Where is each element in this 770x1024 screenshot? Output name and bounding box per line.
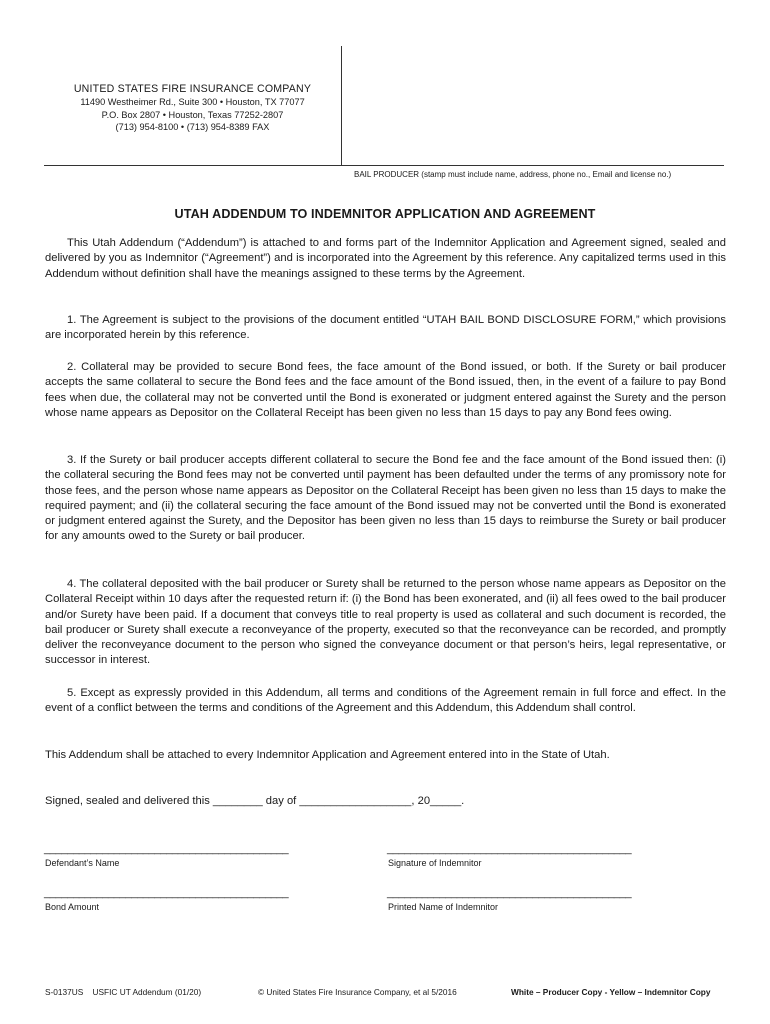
defendant-name-line[interactable]: __________________________________________	[44, 843, 289, 855]
paragraph-2: 2. Collateral may be provided to secure Bond fees, the face amount of the Bond issued, or both. If the Surety or bail producer accepts the same collateral to secure the Bond fees and the face amount of the Bond issued, then, in the event of a failure to pay Bond fees when due, the collateral may not be converted until the Bond is exonerated or judgment entered against the Surety and the person whose name appears as Depositor on the Collateral Receipt has been given no less than 15 days to pay any Bond fees owing.	[45, 361, 726, 419]
defendant-name-label: Defendant’s Name	[45, 858, 120, 868]
bail-producer-note: BAIL PRODUCER (stamp must include name, address, phone no., Email and license no.)	[354, 170, 672, 179]
header-divider-vertical	[341, 46, 342, 166]
company-info	[44, 83, 341, 134]
company-address-line-2: P.O. Box 2807 • Houston, Texas 77252-2807	[101, 109, 284, 120]
signature-indemnitor-line[interactable]: __________________________________________	[387, 843, 632, 855]
footer-form-code: S-0137US USFIC UT Addendum (01/20)	[45, 987, 202, 997]
paragraph-5: 5. Except as expressly provided in this Addendum, all terms and conditions of the Agreement remain in full force and effect. In the event of a conflict between the terms and conditions of the Agreement and this Addendum, this Addendum shall control.	[45, 687, 726, 715]
header-divider-horizontal	[44, 165, 724, 166]
printed-name-label: Printed Name of Indemnitor	[388, 902, 499, 912]
printed-name-line[interactable]: __________________________________________	[387, 887, 632, 899]
footer-copies: White – Producer Copy - Yellow – Indemnitor Copy	[511, 987, 711, 997]
attach-note: This Addendum shall be attached to every Indemnitor Application and Agreement entered into in the State of Utah.	[45, 749, 610, 761]
paragraph-3: 3. If the Surety or bail producer accepts different collateral to secure the Bond fee and the face amount of the Bond issued then: (i) the collateral securing the Bond fees may not be converted until payment has been defaulted under the terms of any promissory note for those fees, and the person whose name appears as Depositor on the Collateral Receipt has been given no less than 15 days to make the required payment; and (ii) the collateral securing the face amount of the Bond issued may not be converted until the Bond is exonerated or judgment entered against the Surety, and the Depositor has been given no less than 15 days to reimburse the Surety or bail producer for any amounts owed to the Surety or bail producer.	[45, 454, 726, 543]
document-title: UTAH ADDENDUM TO INDEMNITOR APPLICATION AND AGREEMENT	[174, 207, 596, 221]
footer-copyright: © United States Fire Insurance Company, et al 5/2016	[258, 987, 457, 997]
bond-amount-label: Bond Amount	[45, 902, 100, 912]
intro-paragraph: This Utah Addendum (“Addendum”) is attached to and forms part of the Indemnitor Application and Agreement signed, sealed and delivered by you as Indemnitor (“Agreement”) and is incorporated into the Agreement by this reference. Any capitalized terms used in this Addendum without definition shall have the meanings assigned to these terms by the Agreement.	[45, 237, 726, 280]
company-name: UNITED STATES FIRE INSURANCE COMPANY	[73, 83, 312, 95]
signed-line: Signed, sealed and delivered this ________ day of __________________, 20_____.	[45, 795, 465, 807]
signature-indemnitor-label: Signature of Indemnitor	[388, 858, 482, 868]
paragraph-4: 4. The collateral deposited with the bail producer or Surety shall be returned to the person whose name appears as Depositor on the Collateral Receipt within 10 days after the requested return if: (i) the Bond has been exonerated, and (ii) all fees owed to the bail producer and/or Surety have been paid. If a document that conveys title to real property is used as collateral and such document is recorded, the bail producer or Surety shall execute a reconveyance of the property, executed so that the reconveyance can be recorded, and promptly deliver the reconveyance document to the person who signed the conveyance document or that person’s heirs, legal representative, or successor in interest.	[45, 578, 726, 667]
company-address-line-1: 11490 Westheimer Rd., Suite 300 • Houston, TX 77077	[80, 97, 305, 107]
company-phone-line: (713) 954-8100 • (713) 954-8389 FAX	[115, 122, 270, 133]
paragraph-1: 1. The Agreement is subject to the provisions of the document entitled “UTAH BAIL BOND DISCLOSURE FORM,” which provisions are incorporated herein by this reference.	[45, 314, 726, 342]
bond-amount-line[interactable]: __________________________________________	[44, 887, 289, 899]
header-block	[44, 46, 724, 166]
